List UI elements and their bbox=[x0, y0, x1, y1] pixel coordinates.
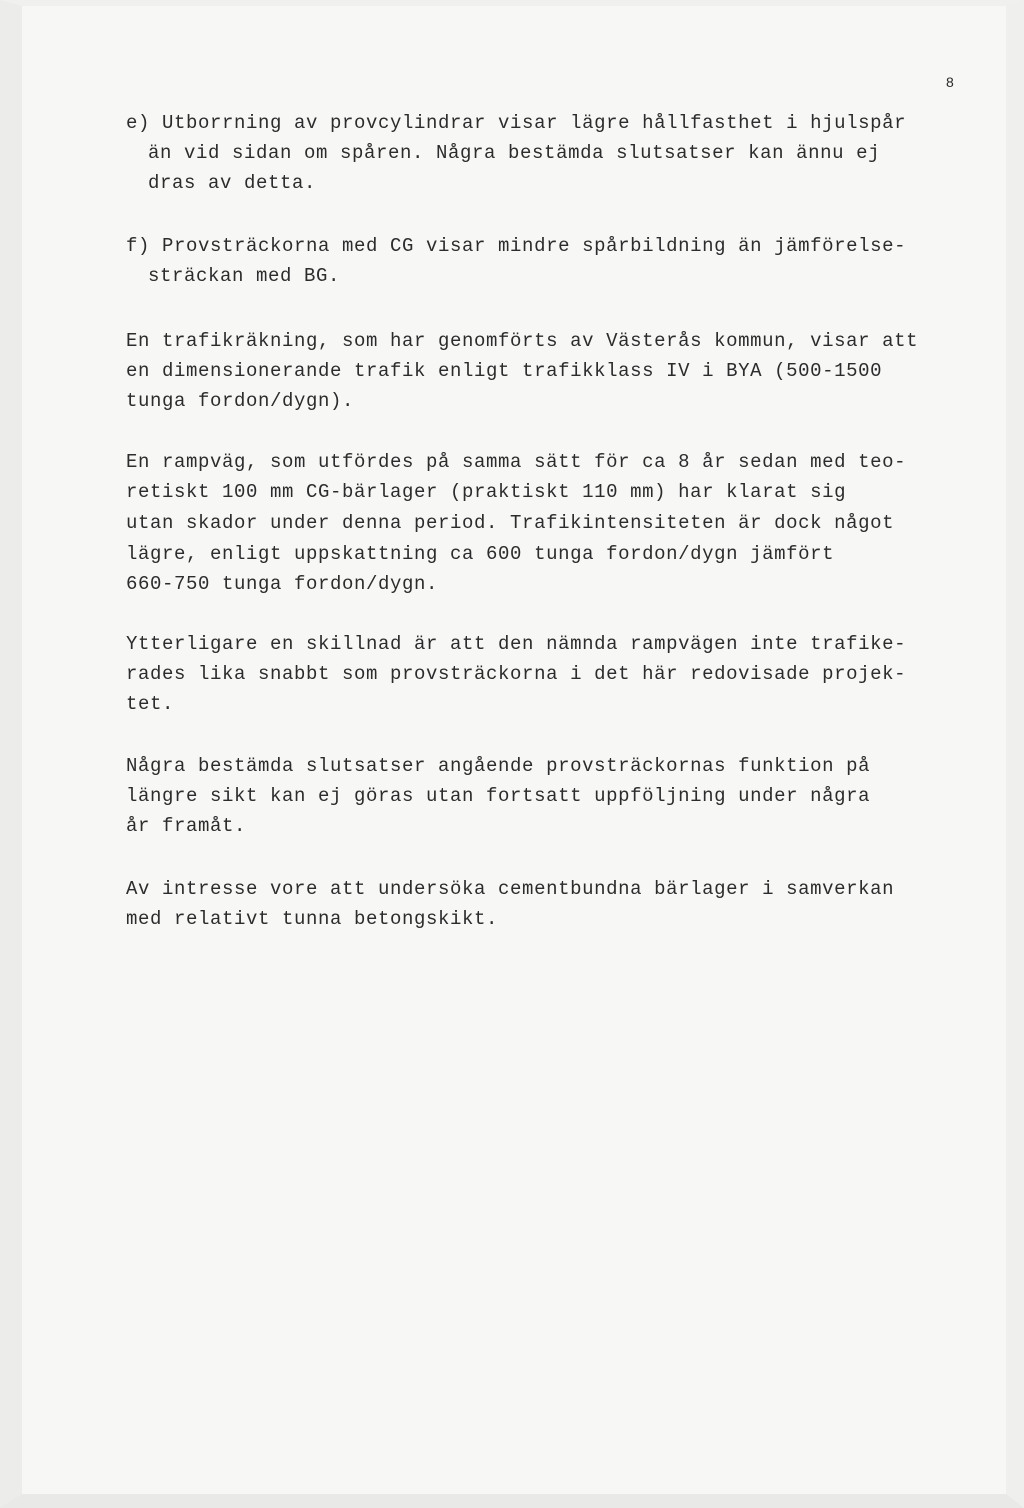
text-line: lägre, enligt uppskattning ca 600 tunga fordon/dygn jämfört bbox=[126, 543, 835, 565]
text-line: retiskt 100 mm CG-bärlager (praktiskt 110 mm) har klarat sig bbox=[126, 481, 847, 503]
text-line: Ytterligare en skillnad är att den nämnda rampvägen inte trafike- bbox=[126, 633, 907, 655]
text-line: en dimensionerande trafik enligt trafikklass IV i BYA (500-1500 bbox=[126, 360, 883, 382]
text-line: Några bestämda slutsatser angående provsträckornas funktion på bbox=[126, 755, 871, 777]
text-line: En rampväg, som utfördes på samma sätt för ca 8 år sedan med teo- bbox=[126, 451, 907, 473]
text-line: tet. bbox=[126, 693, 175, 715]
text-line: med relativt tunna betongskikt. bbox=[126, 908, 499, 930]
text-line: sträckan med BG. bbox=[148, 265, 341, 287]
text-line: längre sikt kan ej göras utan fortsatt uppföljning under några bbox=[126, 785, 871, 807]
text-line: dras av detta. bbox=[148, 172, 317, 194]
text-line: e) Utborrning av provcylindrar visar lägre hållfasthet i hjulspår bbox=[126, 112, 907, 134]
text-line: En trafikräkning, som har genomförts av Västerås kommun, visar att bbox=[126, 330, 919, 352]
page-number: 8 bbox=[946, 74, 954, 90]
text-line: f) Provsträckorna med CG visar mindre spårbildning än jämförelse- bbox=[126, 235, 907, 257]
text-line: 660-750 tunga fordon/dygn. bbox=[126, 573, 439, 595]
text-line: än vid sidan om spåren. Några bestämda slutsatser kan ännu ej bbox=[148, 142, 881, 164]
text-line: år framåt. bbox=[126, 815, 247, 837]
text-line: Av intresse vore att undersöka cementbundna bärlager i samverkan bbox=[126, 878, 895, 900]
text-line: rades lika snabbt som provsträckorna i det här redovisade projek- bbox=[126, 663, 907, 685]
text-line: tunga fordon/dygn). bbox=[126, 390, 355, 412]
text-line: utan skador under denna period. Trafikintensiteten är dock något bbox=[126, 512, 895, 534]
